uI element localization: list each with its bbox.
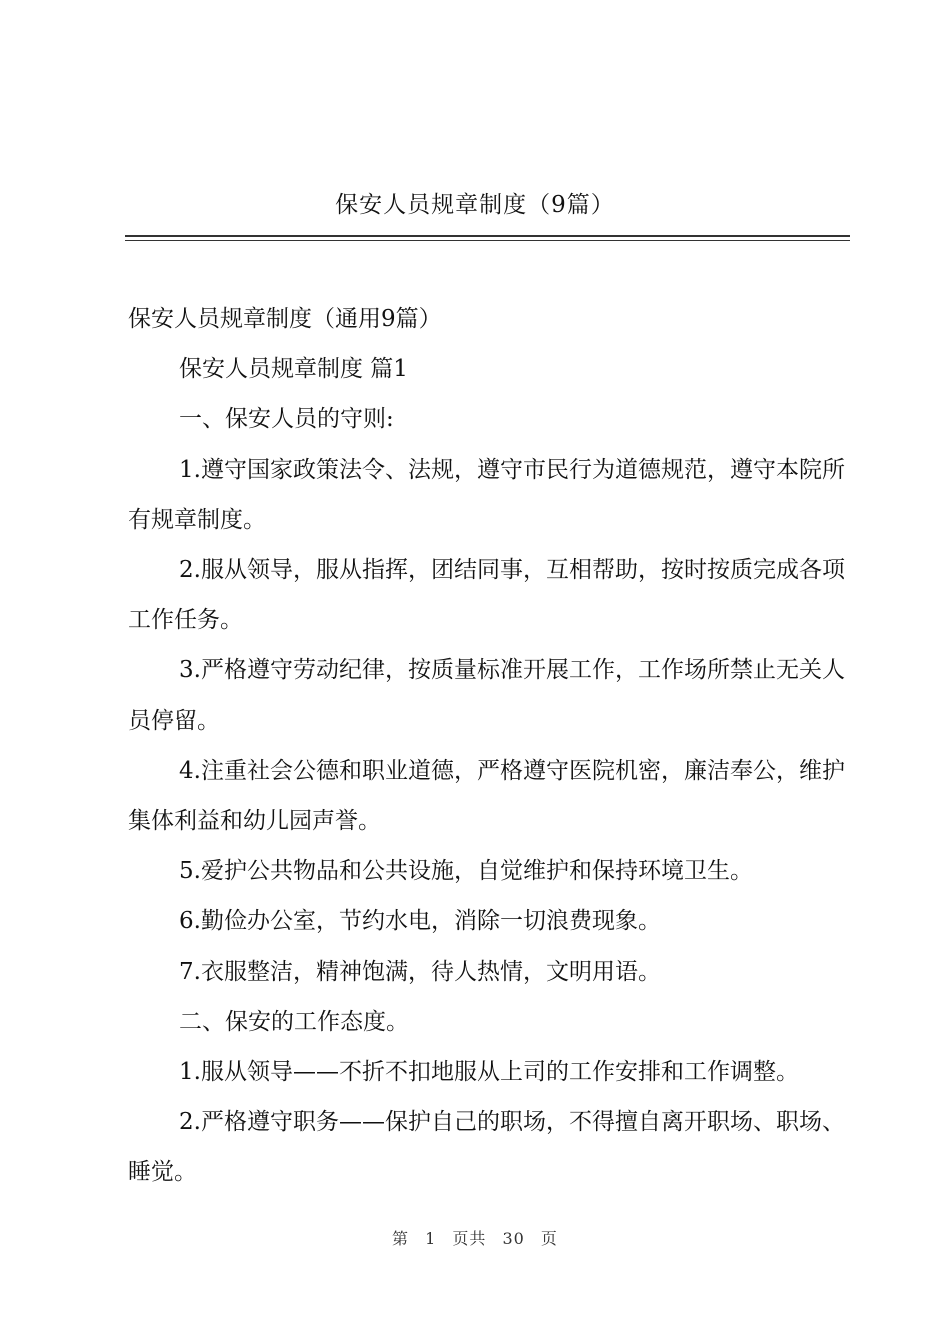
subsection-heading: 一、保安人员的守则: <box>179 406 394 433</box>
document-heading: 保安人员规章制度（通用9篇） <box>128 306 442 332</box>
page-header-title: 保安人员规章制度（9篇） <box>335 192 615 218</box>
rule-item: 5.爱护公共物品和公共设施，自觉维护和保持环境卫生。 <box>179 858 753 885</box>
rule-item: 2.严格遵守职务——保护自己的职场，不得擅自离开职场、职场、睡觉。 <box>128 1109 845 1186</box>
rule-item: 4.注重社会公德和职业道德，严格遵守医院机密，廉洁奉公，维护集体利益和幼儿园声誉。 <box>128 757 845 835</box>
subsection-heading: 二、保安的工作态度。 <box>179 1008 409 1035</box>
header-divider <box>125 235 850 241</box>
rule-item: 3.严格遵守劳动纪律，按质量标准开展工作，工作场所禁止无关人员停留。 <box>128 657 845 734</box>
page-number-footer: 第 1 页共 30 页 <box>392 1229 558 1248</box>
rule-item: 2.服从领导，服从指挥，团结同事，互相帮助，按时按质完成各项工作任务。 <box>128 557 845 634</box>
rule-item: 1.服从领导——不折不扣地服从上司的工作安排和工作调整。 <box>179 1059 799 1086</box>
rule-item: 7.衣服整洁，精神饱满，待人热情，文明用语。 <box>179 958 661 985</box>
section-title: 保安人员规章制度 篇1 <box>179 356 408 383</box>
document-body <box>128 294 850 1198</box>
rule-item: 6.勤俭办公室，节约水电，消除一切浪费现象。 <box>179 908 661 935</box>
rule-item: 1.遵守国家政策法令、法规，遵守市民行为道德规范，遵守本院所有规章制度。 <box>128 456 845 533</box>
